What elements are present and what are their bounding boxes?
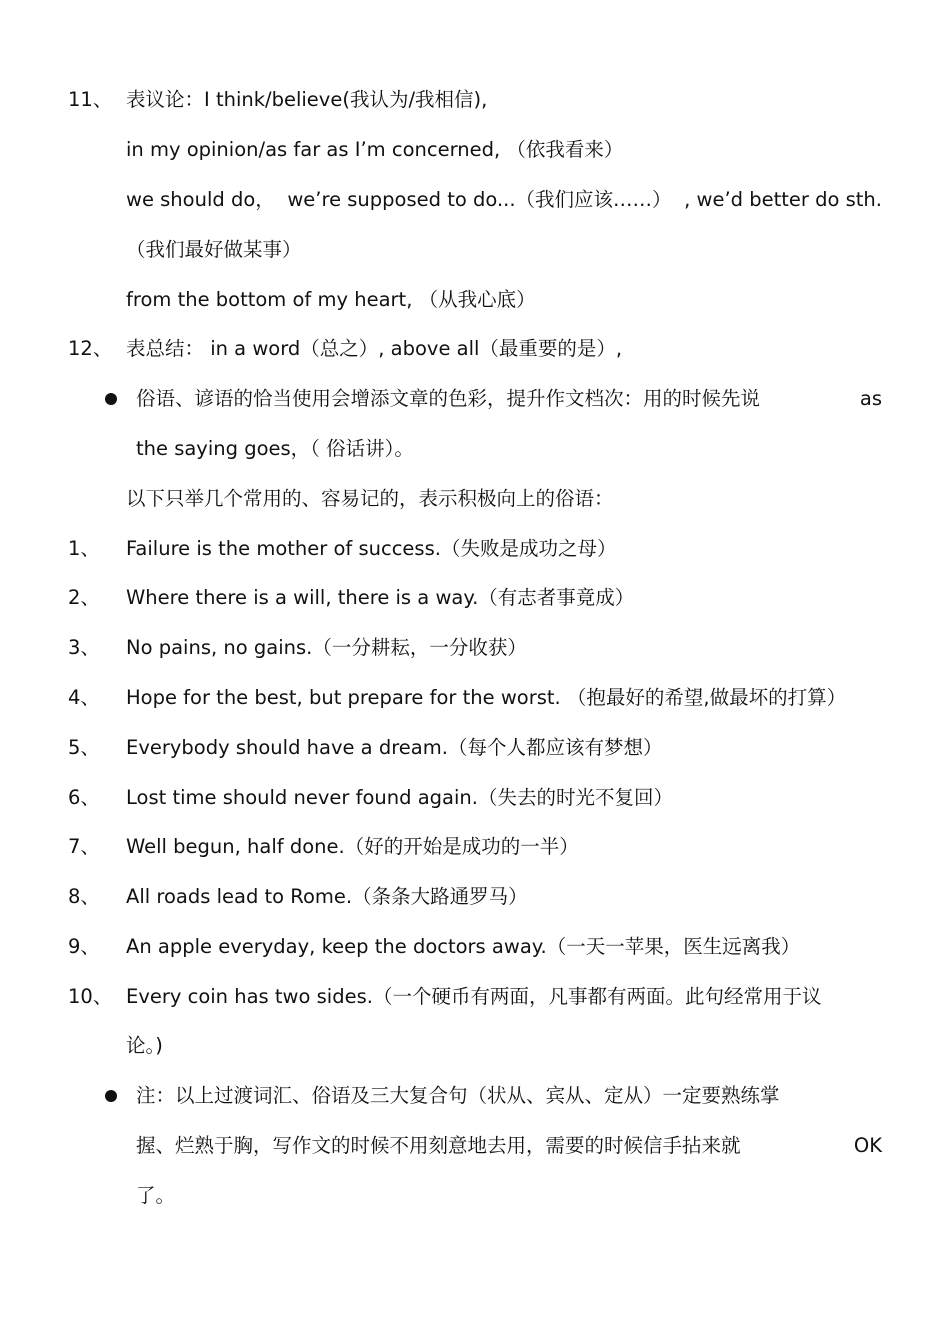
bullet-text: the saying goes，（ 俗话讲）。 bbox=[136, 437, 414, 460]
proverb-item bbox=[0, 922, 950, 972]
section-11-line-4 bbox=[0, 225, 950, 275]
phrase: we should do， bbox=[126, 188, 275, 211]
proverb-number: 5、 bbox=[68, 736, 100, 759]
proverb-number: 7、 bbox=[68, 835, 100, 858]
phrase: 握、烂熟于胸，写作文的时候不用刻意地去用，需要的时候信手拈来就 bbox=[136, 1134, 741, 1157]
proverb-item bbox=[0, 623, 950, 673]
section-text: 表议论：I think/believe(我认为/我相信), bbox=[126, 88, 488, 111]
section-11-line-2 bbox=[0, 125, 950, 175]
section-text: （我们最好做某事） bbox=[126, 238, 302, 261]
proverb-text: All roads lead to Rome.（条条大路通罗马） bbox=[126, 885, 528, 908]
section-12-line-1 bbox=[0, 324, 950, 374]
note-text: 注：以上过渡词汇、俗语及三大复合句（状从、宾从、定从）一定要熟练掌 bbox=[136, 1084, 780, 1107]
intro-text: 以下只举几个常用的、容易记的，表示积极向上的俗语： bbox=[126, 487, 614, 510]
bullet-dot-icon bbox=[105, 1090, 117, 1102]
intro-line bbox=[0, 474, 950, 524]
section-text: 表总结： in a word（总之）, above all（最重要的是）, bbox=[126, 337, 623, 360]
phrase: as bbox=[859, 387, 882, 410]
section-11-line-5 bbox=[0, 275, 950, 325]
justified-text bbox=[136, 374, 882, 424]
section-11-line-1 bbox=[0, 75, 950, 125]
proverb-number: 1、 bbox=[68, 537, 100, 560]
proverb-number: 4、 bbox=[68, 686, 100, 709]
section-text: from the bottom of my heart, （从我心底） bbox=[126, 288, 536, 311]
proverb-item bbox=[0, 972, 950, 1022]
note-text: 了。 bbox=[136, 1184, 176, 1207]
proverb-text: Failure is the mother of success.（失败是成功之母） bbox=[126, 537, 617, 560]
proverb-number: 2、 bbox=[68, 586, 100, 609]
proverb-item bbox=[0, 524, 950, 574]
note-line-1 bbox=[0, 1071, 950, 1121]
proverb-text: Hope for the best, but prepare for the worst. （抱最好的希望,做最坏的打算） bbox=[126, 686, 847, 709]
proverb-text: 论。) bbox=[126, 1034, 163, 1057]
phrase: , we’d better do sth. bbox=[684, 188, 882, 211]
bullet-1-line-2 bbox=[0, 424, 950, 474]
bullet-1-line-1 bbox=[0, 374, 950, 424]
section-11-line-3 bbox=[0, 175, 950, 225]
proverb-text: No pains, no gains.（一分耕耘，一分收获） bbox=[126, 636, 527, 659]
bullet-dot-icon bbox=[105, 393, 117, 405]
justified-text bbox=[136, 1121, 882, 1171]
proverb-item bbox=[0, 573, 950, 623]
note-line-2 bbox=[0, 1121, 950, 1171]
proverb-number: 9、 bbox=[68, 935, 100, 958]
note-line-3 bbox=[0, 1171, 950, 1221]
proverb-number: 10、 bbox=[68, 985, 113, 1008]
proverb-item bbox=[0, 673, 950, 723]
proverb-text: Every coin has two sides.（一个硬币有两面，凡事都有两面。此句经常用于议 bbox=[126, 985, 822, 1008]
proverb-text: An apple everyday, keep the doctors away.（一天一苹果，医生远离我） bbox=[126, 935, 801, 958]
phrase: OK bbox=[853, 1134, 882, 1157]
section-text: in my opinion/as far as I’m concerned, （依我看来） bbox=[126, 138, 624, 161]
phrase: 俗语、谚语的恰当使用会增添文章的色彩，提升作文档次：用的时候先说 bbox=[136, 387, 761, 410]
justified-text bbox=[126, 175, 882, 225]
phrase: we’re supposed to do...（我们应该……） bbox=[287, 188, 672, 211]
proverb-text: Well begun, half done.（好的开始是成功的一半） bbox=[126, 835, 579, 858]
proverb-item bbox=[0, 723, 950, 773]
proverb-item bbox=[0, 872, 950, 922]
proverb-continuation bbox=[0, 1021, 950, 1071]
proverb-number: 6、 bbox=[68, 786, 100, 809]
proverb-text: Where there is a will, there is a way.（有志者事竟成） bbox=[126, 586, 635, 609]
proverb-item bbox=[0, 822, 950, 872]
section-number: 11、 bbox=[68, 88, 113, 111]
proverb-item bbox=[0, 773, 950, 823]
proverb-number: 3、 bbox=[68, 636, 100, 659]
proverb-text: Lost time should never found again.（失去的时光不复回） bbox=[126, 786, 673, 809]
section-number: 12、 bbox=[68, 337, 113, 360]
proverb-number: 8、 bbox=[68, 885, 100, 908]
proverb-text: Everybody should have a dream.（每个人都应该有梦想） bbox=[126, 736, 663, 759]
